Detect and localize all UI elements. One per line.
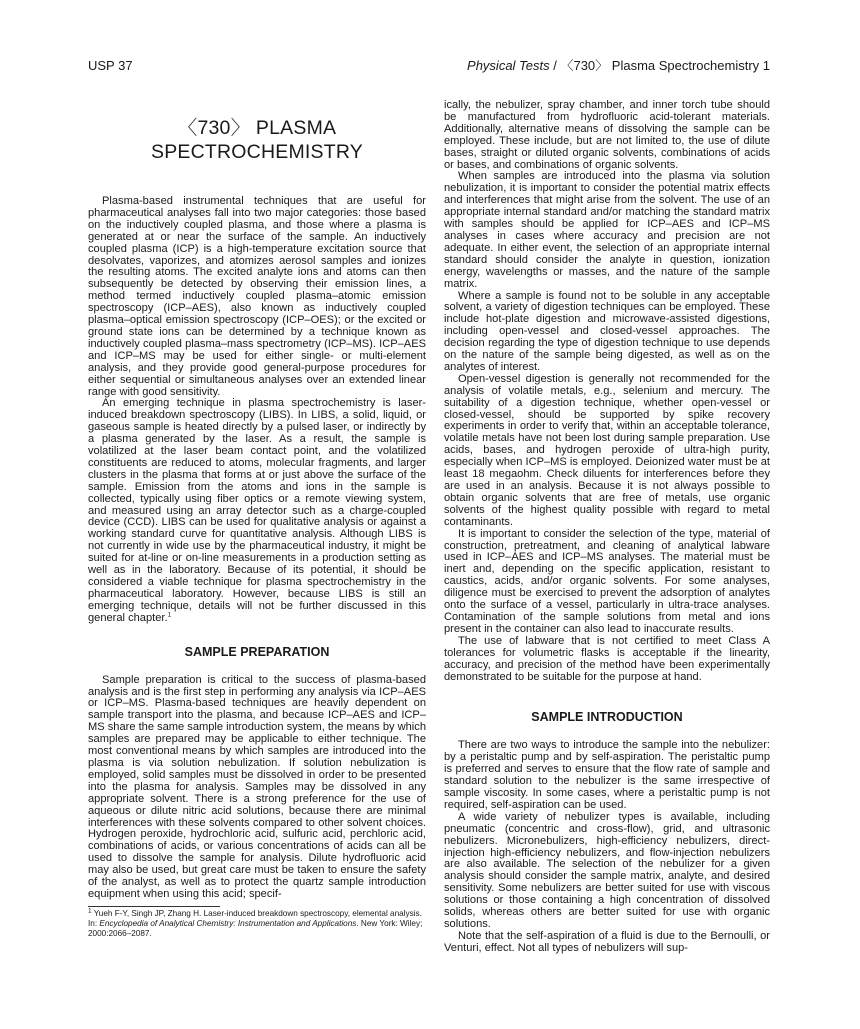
right-column [444, 100, 770, 955]
sample-intro-paragraph-1: There are two ways to introduce the sample into the nebulizer: by a peristaltic pump and by self-aspiration. The peristaltic pump is preferred and serves to ensure that the flow rate of sample and standard solution to the nebulizer is the same irrespective of sample viscosity. In some cases, where a peristaltic pump is not required, self-aspiration can be used. [444, 739, 770, 811]
chapter-title-line2: SPECTROCHEMISTRY [151, 141, 363, 163]
chapter-title-line1: 〈730〉 PLASMA [177, 117, 337, 139]
left-column [88, 100, 426, 939]
footnote-text: Yueh F-Y, Singh JP, Zhang H. Laser-induced breakdown spectroscopy, elemental analysis. In: [88, 908, 422, 928]
sample-intro-paragraph-2: A wide variety of nebulizer types is available, including pneumatic (concentric and cross-flow), grid, and ultrasonic nebulizers. Micronebulizers, high-efficiency nebulizers, direct-injection high-efficiency nebulizers, and flow-injection nebulizers are also available. The selection of the nebulizer for a given analysis should consider the sample matrix, analyte, and desired sensitivity. Some nebulizers are better suited for use with viscous solutions or those containing a high concentration of dissolved solids, whereas others are better suited for use with organic solutions. [444, 810, 770, 930]
sample-prep-paragraph-4: Open-vessel digestion is generally not recommended for the analysis of volatile metals, e.g., selenium and mercury. The suitability of a digestion technique, whether open-vessel or closed-vessel, should be supported by spike recovery experiments in order to verify that, within an acceptable tolerance, volatile metals have not been lost during sample preparation. Use acids, bases, and hydrogen peroxide of ultra-high purity, especially when ICP–MS is employed. Deionized water must be at least 18 megaohm. Check diluents for interferences before they are used in an analysis. Because it is not always possible to obtain organic solvents that are free of metals, use organic solvents of the highest quality possible with regard to metal contaminants. [444, 372, 770, 528]
sample-prep-paragraph-5: It is important to consider the selection of the type, material of construction, pretreatment, and cleaning of analytical labware used in ICP–AES and ICP–MS analyses. The material must be inert and, depending on the specific application, resistant to caustics, acids, and/or organic solvents. For some analyses, diligence must be exercised to prevent the adsorption of analytes onto the surface of a vessel, particularly in ultra-trace analyses. Contamination of the sample solutions from metal and ions present in the container can also lead to inaccurate results. [444, 527, 770, 635]
header-chapter-label [467, 56, 770, 76]
chapter-title [88, 116, 426, 164]
header-chapter-rest: / 〈730〉 Plasma Spectrochemistry 1 [549, 58, 770, 73]
header-section-italic: Physical Tests [467, 58, 550, 73]
footnote-source-title: Encyclopedia of Analytical Chemistry: Instrumentation and Applications [99, 918, 357, 928]
running-header [88, 56, 770, 76]
sample-intro-paragraph-3: Note that the self-aspiration of a fluid is due to the Bernoulli, or Venturi, effect. Not all types of nebulizers will sup- [444, 929, 770, 954]
footnote-publisher: . New York: Wiley; 2000:2066–2087. [88, 918, 423, 938]
section-heading-sample-introduction: SAMPLE INTRODUCTION [531, 710, 683, 725]
footnote-reference-mark: 1 [167, 611, 172, 619]
sample-prep-paragraph-1-continued: ically, the nebulizer, spray chamber, and inner torch tube should be manufactured from hydrofluoric acid-tolerant materials. Additionally, alternative means of dissolving the sample can be employed. These include, but are not limited to, the use of dilute bases, straight or diluted organic solvents, combinations of acids or bases, and combinations of organic solvents. [444, 99, 770, 171]
sample-prep-paragraph-3: Where a sample is found not to be soluble in any acceptable solvent, a variety of digestion techniques can be employed. These include hot-plate digestion and microwave-assisted digestions, including open-vessel and closed-vessel approaches. The decision regarding the type of digestion technique to use depends on the nature of the sample being digested, as well as on the analytes of interest. [444, 289, 770, 373]
intro-paragraph-1: Plasma-based instrumental techniques that are useful for pharmaceutical analyses fall into two major categories: those based on the inductively coupled plasma, and those where a plasma is generated at or near the surface of the sample. An inductively coupled plasma (ICP) is a high-temperature excitation source that desolvates, vaporizes, and atomizes aerosol samples and ionizes the resulting atoms. The excited analyte ions and atoms can then subsequently be detected by observing their emission lines, a method termed inductively coupled plasma–atomic emission spectroscopy (ICP–AES), also known as inductively coupled plasma–optical emission spectroscopy (ICP–OES); or the excited or ground state ions can be determined by a technique known as inductively coupled plasma–mass spectrometry (ICP–MS). ICP–AES and ICP–MS may be used for either single- or multi-element analysis, and they provide good general-purpose procedures for either sequential or simultaneous analyses over an extended linear range with good sensitivity. [88, 195, 426, 398]
sample-prep-paragraph-6: The use of labware that is not certified to meet Class A tolerances for volumetric flasks is acceptable if the linearity, accuracy, and precision of the method have been experimentally demonstrated to be suitable for the purpose at hand. [444, 634, 770, 683]
footnote [88, 909, 426, 939]
header-book-label: USP 37 [88, 58, 133, 73]
section-heading-sample-preparation: SAMPLE PREPARATION [184, 644, 330, 659]
sample-prep-paragraph-2: When samples are introduced into the plasma via solution nebulization, it is important to consider the potential matrix effects and interferences that might arise from the solvent. The use of an appropriate internal standard and/or matching the standard matrix with samples should be applied for ICP–AES and ICP–MS analyses in cases where accuracy and precision are not adequate. In either event, the selection of an appropriate internal standard should consider the analyte in question, ionization energy, wavelengths or masses, and the nature of the sample matrix. [444, 170, 770, 290]
footnote-rule [88, 906, 220, 907]
footnote-mark: 1 [88, 907, 92, 915]
sample-prep-paragraph-1: Sample preparation is critical to the success of plasma-based analysis and is the first step in performing any analysis via ICP–AES or ICP–MS. Plasma-based techniques are heavily dependent on sample transport into the plasma, and because ICP–AES and ICP–MS share the same sample introduction system, the means by which samples are prepared may be applicable to either technique. The most conventional means by which samples are introduced into the plasma is via solution nebulization. If solution nebulization is employed, solid samples must be dissolved in order to be presented into the plasma for analysis. Samples may be dissolved in any appropriate solvent. There is a strong preference for the use of aqueous or dilute nitric acid solutions, because there are minimal interferences with these solvents compared to other solvent choices. Hydrogen peroxide, hydrochloric acid, sulfuric acid, perchloric acid, combinations of acids, or various concentrations of acids can all be used to dissolve the sample for analysis. Dilute hydrofluoric acid may also be used, but great care must be taken to ensure the safety of the analyst, as well as to protect the quartz sample introduction equipment when using this acid; specif- [88, 673, 426, 900]
intro-paragraph-2 [88, 398, 426, 624]
intro-paragraph-2-text: An emerging technique in plasma spectrochemistry is laser-induced breakdown spectroscopy (LIBS). In LIBS, a solid, liquid, or gaseous sample is heated directly by a pulsed laser, or indirectly by a plasma generated by the laser. As a result, the sample is volatilized at the laser beam contact point, and the volatilized constituents are reduced to atoms, molecular fragments, and larger clusters in the plasma that forms at or just above the surface of the sample. Emission from the atoms and ions in the sample is collected, typically using fiber optics or a remote viewing system, and measured using an array detector such as a charge-coupled device (CCD). LIBS can be used for qualitative analysis or against a working standard curve for quantitative analysis. Although LIBS is not currently in wide use by the pharmaceutical industry, it might be suited for at-line or on-line measurements in a production setting as well as in the laboratory. Because of its potential, it should be considered a viable technique for plasma spectrochemistry in the pharmaceutical laboratory. However, because LIBS is still an emerging technique, details will not be further discussed in this general chapter. [88, 397, 426, 624]
